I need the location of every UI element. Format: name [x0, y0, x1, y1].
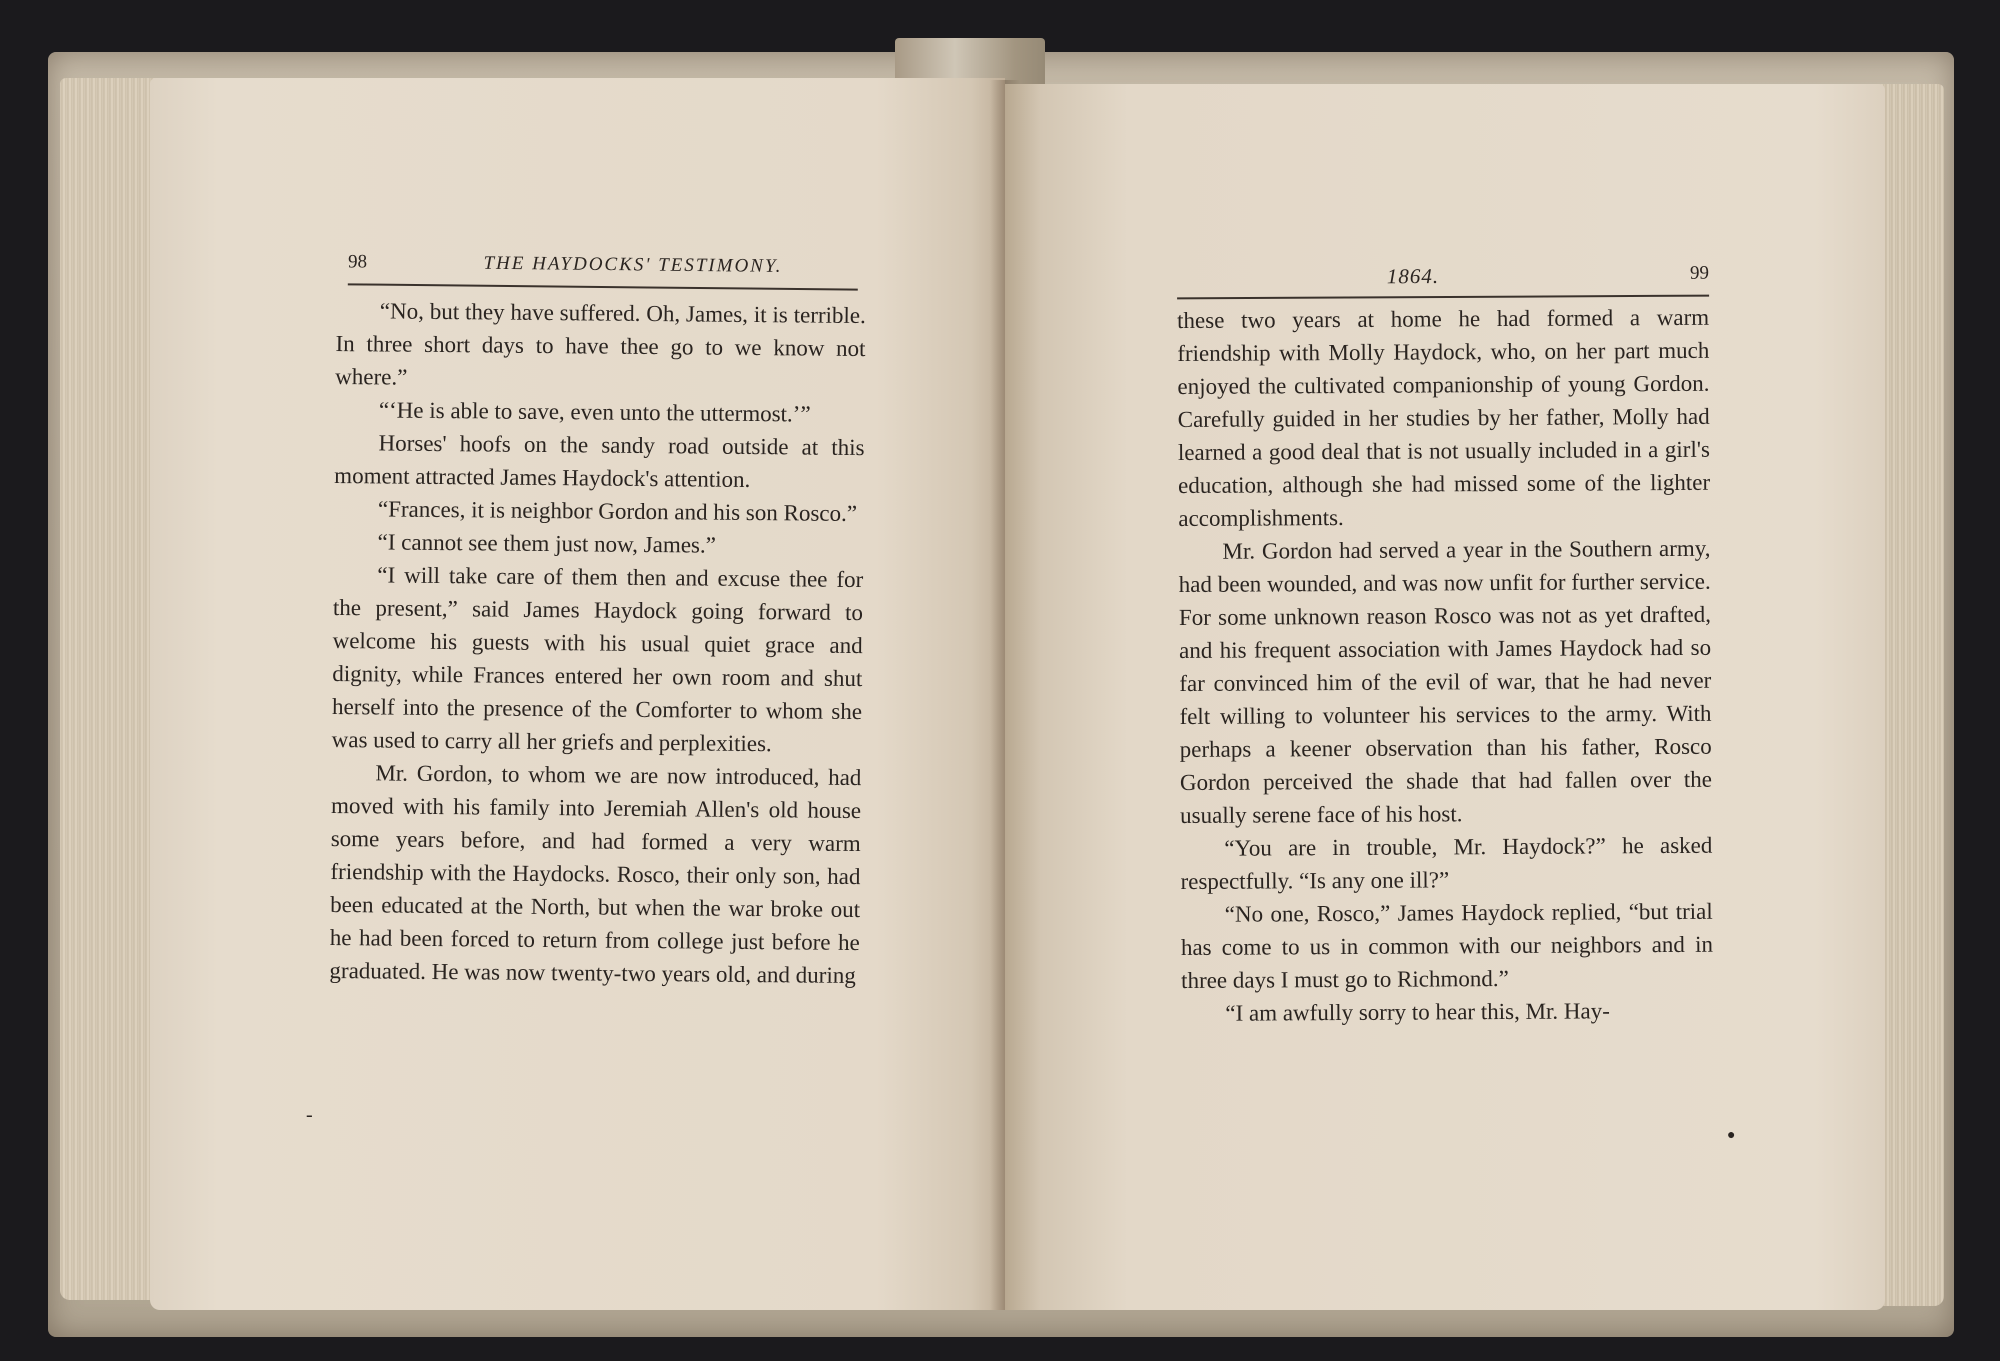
left-running-head: THE HAYDOCKS' TESTIMONY. [483, 252, 783, 277]
paragraph: Mr. Gordon had served a year in the Southern army, had been wounded, and was now unfit for further service. For some unknown reason Rosco was not as yet drafted, and his frequent association with James Haydock had so far convinced him of the evil of war, that he had never felt willing to volunteer his services to the army. With perhaps a keener observation than his father, Rosco Gordon perceived the shade that had fallen over the usually serene face of his host. [1178, 535, 1712, 828]
paragraph: “No one, Rosco,” James Haydock replied, “but trial has come to us in common with our neighbors and in three days I must go to Richmond.” [1180, 898, 1713, 993]
margin-dot-mark: ● [1727, 1128, 1736, 1143]
paragraph: “Frances, it is neighbor Gordon and his son Rosco.” [377, 496, 858, 527]
left-page-header [348, 243, 858, 290]
paragraph: “No, but they have suffered. Oh, James, it is terrible. In three short days to have thee go to we know not where.” [335, 298, 866, 390]
margin-dash-mark: ‑ [306, 1104, 313, 1126]
left-page-number: 98 [347, 251, 368, 273]
paragraph: “I cannot see them just now, James.” [377, 529, 717, 558]
paragraph: “I will take care of them then and excuse thee for the present,” said James Haydock going forward to welcome his guests with his usual quiet grace and dignity, while Frances entered her own room and shut herself into the presence of the Comforter to whom she was used to carry all her griefs and perplexities. [331, 562, 864, 757]
right-running-head: 1864. [1386, 264, 1440, 289]
right-page-text [1177, 301, 1713, 1030]
right-page-number: 99 [1689, 262, 1710, 284]
left-page [150, 78, 1005, 1310]
paragraph: “‘He is able to save, even unto the uttermost.’” [378, 397, 811, 427]
paragraph: these two years at home he had formed a warm friendship with Molly Haydock, who, on her part much enjoyed the cultivated companionship of young Gordon. Carefully guided in her studies by her father, Molly had learned a good deal that is not usually included in a girl's education, although she had missed some of the lighter accomplishments. [1177, 304, 1711, 531]
paragraph: Horses' hoofs on the sandy road outside at this moment attracted James Haydock's attention. [334, 430, 865, 492]
right-page [1005, 84, 1885, 1310]
paragraph: “You are in trouble, Mr. Haydock?” he asked respectfully. “Is any one ill?” [1180, 832, 1713, 894]
paragraph: Mr. Gordon, to whom we are now introduced, had moved with his family into Jeremiah Allen's old house some years before, and had formed a very warm friendship with the Haydocks. Rosco, their only son, had been educated at the North, but when the war broke out he had been forced to return from college just before he graduated. He was now twenty-two years old, and during [329, 760, 862, 989]
right-page-header [1177, 255, 1709, 300]
paragraph: “I am awfully sorry to hear this, Mr. Hay- [1225, 998, 1610, 1026]
left-page-text [329, 294, 866, 992]
